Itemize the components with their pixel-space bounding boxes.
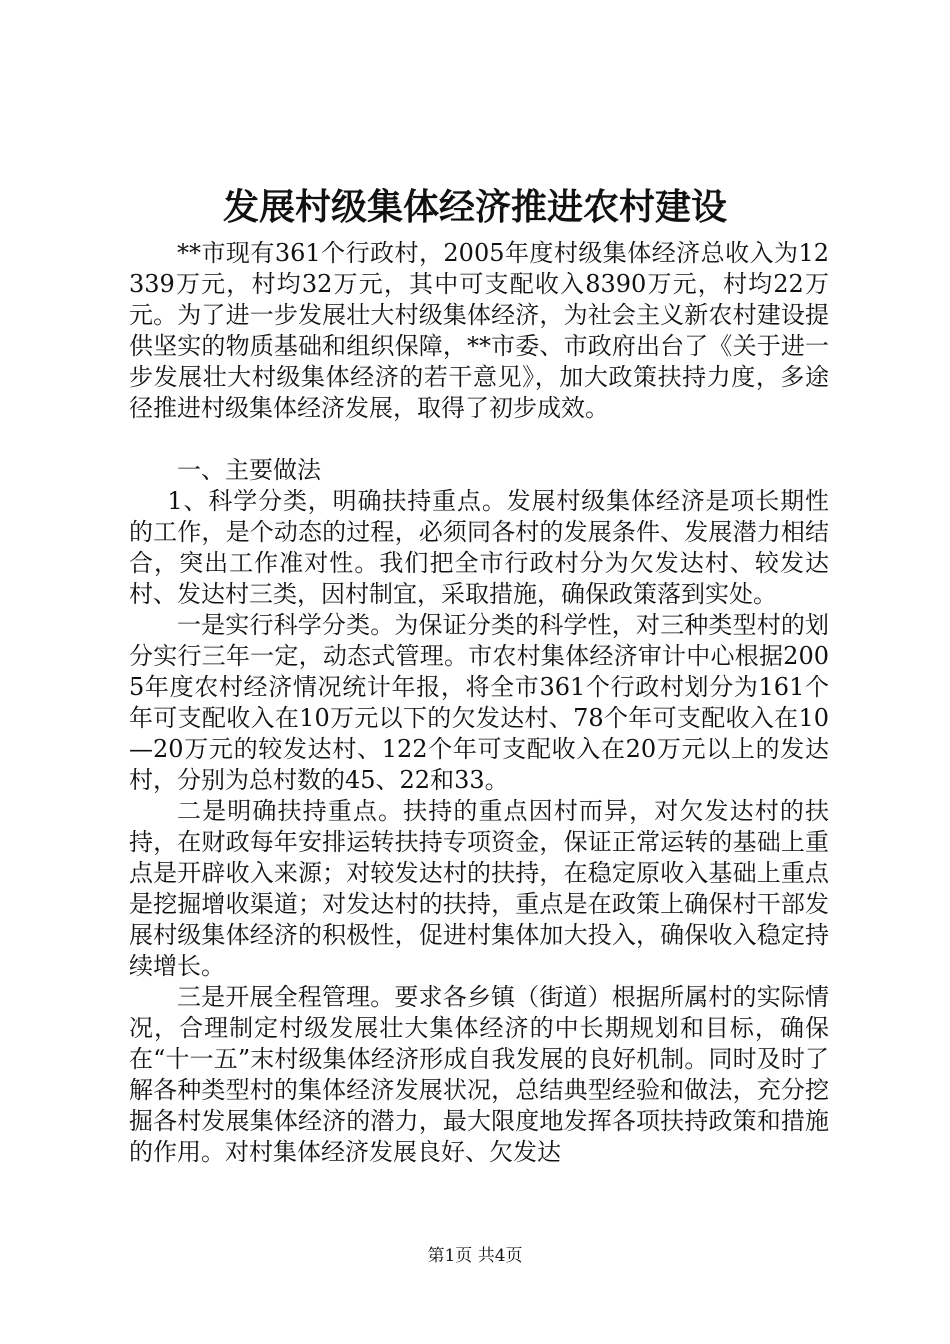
page-footer: 第1页 共4页 [427, 1246, 523, 1266]
body-paragraph: 一是实行科学分类。为保证分类的科学性，对三种类型村的划分实行三年一定，动态式管理。市农村集体经济审计中心根据2005年度农村经济情况统计年报，将全市361个行政村划分为161个年可支配收入在10万元以下的欠发达村、78个年可支配收入在10—20万元的较发达村、122个年可支配收入在20万元以上的发达村，分别为总村数的45、22和33。 [129, 611, 829, 794]
body-paragraph: 二是明确扶持重点。扶持的重点因村而异，对欠发达村的扶持，在财政每年安排运转扶持专项资金，保证正常运转的基础上重点是开辟收入来源；对较发达村的扶持，在稳定原收入基础上重点是挖掘增收渠道；对发达村的扶持，重点是在政策上确保村干部发展村级集体经济的积极性，促进村集体加大投入，确保收入稳定持续增长。 [129, 797, 829, 980]
document-title: 发展村级集体经济推进农村建设 [222, 186, 727, 228]
body-paragraph: 三是开展全程管理。要求各乡镇（街道）根据所属村的实际情况，合理制定村级发展壮大集体经济的中长期规划和目标，确保在“十一五”末村级集体经济形成自我发展的良好机制。同时及时了解各种类型村的集体经济发展状况，总结典型经验和做法，充分挖掘各村发展集体经济的潜力，最大限度地发挥各项扶持政策和措施的作用。对村集体经济发展良好、欠发达 [129, 983, 829, 1166]
intro-paragraph: **市现有361个行政村，2005年度村级集体经济总收入为12339万元，村均32万元，其中可支配收入8390万元，村均22万元。为了进一步发展壮大村级集体经济，为社会主义新农村建设提供坚实的物质基础和组织保障，**市委、市政府出台了《关于进一步发展壮大村级集体经济的若干意见》，加大政策扶持力度，多途径推进村级集体经济发展，取得了初步成效。 [129, 239, 829, 422]
body-paragraph: 1、科学分类，明确扶持重点。发展村级集体经济是项长期性的工作，是个动态的过程，必须同各村的发展条件、发展潜力相结合，突出工作准对性。我们把全市行政村分为欠发达村、较发达村、发达村三类，因村制宜，采取措施，确保政策落到实处。 [129, 487, 829, 608]
document-body [129, 238, 829, 1168]
section-heading: 一、主要做法 [177, 456, 321, 484]
